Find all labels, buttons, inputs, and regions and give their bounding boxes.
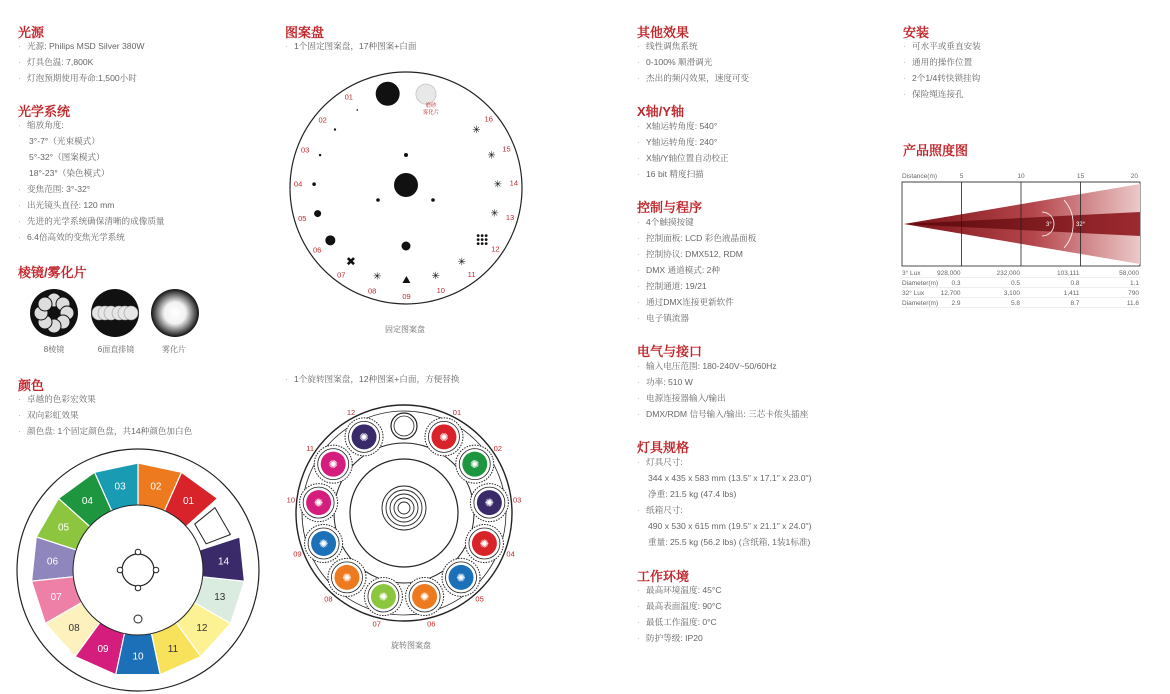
gobo-number: 16 [484, 114, 493, 124]
table-cell: 58,000 [1119, 270, 1139, 277]
list-item: · 通用的操作位置 [903, 54, 981, 70]
table-cell: 8.7 [1070, 300, 1080, 307]
color-segment-label: 08 [68, 623, 80, 635]
list-item: · 可水平或垂直安装 [903, 38, 981, 54]
gobo-pattern [485, 238, 488, 241]
gobo-number: 07 [372, 619, 381, 629]
table-row-label: 3° Lux [902, 270, 921, 277]
gobo-number: 05 [298, 214, 307, 224]
list-item: 净重: 21.5 kg (47.4 lbs) [648, 489, 737, 499]
prism-illustrations [20, 285, 210, 345]
list-item: · 6.4倍高效的变焦光学系统 [18, 229, 165, 245]
list-item: · 颜色盘: 1个固定颜色盘，共14种颜色加白色 [18, 423, 192, 439]
gobo-pattern: ✳ [490, 208, 499, 220]
gobo-number: 05 [475, 594, 484, 604]
table-cell: 5.8 [1010, 300, 1020, 307]
list-item: · 双向彩虹效果 [18, 407, 192, 423]
illuminance-chart [900, 168, 1145, 318]
list-item: · 通过DMX连接更新软件 [637, 294, 756, 310]
gobo-pattern [356, 109, 358, 111]
gobo-pattern: ✳ [487, 150, 496, 162]
list-item: · 2个1/4转快锁挂钩 [903, 70, 981, 86]
gobo-number: 10 [436, 286, 445, 296]
gobo-number: 06 [313, 245, 322, 255]
gobo-number: 03 [300, 145, 310, 155]
list-item: · 电源连接器输入/输出 [637, 390, 808, 406]
specs-title: 灯具规格 [637, 440, 690, 455]
install-title: 安装 [903, 25, 930, 40]
gobo-number: 14 [509, 178, 519, 188]
color-segment-label: 03 [114, 481, 126, 493]
fixed-gobo-wheel [286, 68, 526, 308]
distance-tick: 15 [1076, 173, 1085, 180]
table-cell: 928,000 [937, 270, 961, 277]
control-title: 控制与程序 [637, 200, 703, 215]
color-segment-label: 02 [150, 481, 162, 493]
list-item: · 控制面板: LCD 彩色液晶面板 [637, 230, 756, 246]
distance-tick: 5 [959, 173, 964, 180]
xy-title: X轴/Y轴 [637, 104, 684, 119]
gobo-pattern: ✺ [378, 591, 389, 604]
gobo-number: 10 [286, 495, 296, 505]
list-item: · 线性调焦系统 [637, 38, 749, 54]
list-item: · 1个固定图案盘，17种图案+白面 [285, 38, 416, 54]
list-item: · 出光镜头直径: 120 mm [18, 197, 165, 213]
gobo-pattern [477, 242, 480, 245]
list-item: 重量: 25.5 kg (56.2 lbs) (含纸箱, 1装1标准) [648, 537, 811, 547]
gobo-pattern: ✳ [457, 257, 466, 269]
table-row-label: Diameter(m) [902, 280, 939, 287]
list-item: · 灯具色温: 7,800K [18, 54, 144, 70]
table-cell: 1.1 [1129, 280, 1139, 287]
gobo-pattern [334, 128, 336, 130]
gobo-pattern [477, 238, 480, 241]
gobo-pattern [319, 154, 321, 156]
table-cell: 0.8 [1070, 280, 1080, 287]
table-cell: 12,700 [940, 290, 961, 297]
list-item: · 功率: 510 W [637, 374, 808, 390]
effects-list [637, 38, 749, 86]
rotating-gobo-caption: 旋转图案盘 [391, 641, 431, 650]
table-cell: 1,411 [1063, 290, 1080, 297]
distance-axis-label: Distance(m) [902, 173, 938, 180]
gobo-number: 13 [505, 213, 515, 223]
gobo-pattern: ✳ [431, 271, 440, 283]
list-item: · 变焦范围: 3°-32° [18, 181, 165, 197]
effects-title: 其他效果 [637, 25, 690, 40]
table-cell: 0.5 [1010, 280, 1020, 287]
gobo-number: 02 [493, 444, 502, 454]
color-segment-label: 11 [167, 644, 179, 656]
list-item: · 输入电压范围: 180-240V~50/60Hz [637, 358, 808, 374]
gobo-number: 08 [324, 594, 333, 604]
gobo-number: 04 [506, 549, 515, 559]
gobo-pattern [481, 234, 484, 237]
illuminance-title: 产品照度图 [903, 143, 969, 158]
table-row-label: 32° Lux [902, 290, 925, 297]
list-item: 18°-23°（染色模式） [29, 168, 110, 178]
open-aperture [376, 82, 400, 106]
color-segment-label: 06 [46, 556, 59, 568]
environment-list [637, 582, 722, 646]
list-item: · 纸箱尺寸: [637, 502, 811, 518]
gobo-number: 11 [467, 269, 476, 279]
gobo-pattern [481, 238, 484, 241]
gobo-number: 04 [293, 179, 303, 189]
list-item: · 最高环境温度: 45°C [637, 582, 722, 598]
color-segment-label: 12 [196, 623, 208, 635]
distance-tick: 20 [1130, 173, 1138, 180]
gobo-number: 15 [502, 144, 511, 154]
color-segment-label: 13 [214, 592, 226, 604]
gobo-pattern [481, 242, 484, 245]
gobo-pattern: ✺ [479, 538, 490, 551]
gobo-number: 01 [344, 92, 353, 102]
gobo-pattern: ✳ [472, 124, 481, 136]
gobo-pattern: ✳ [372, 271, 382, 283]
list-item: · 控制协议: DMX512, RDM [637, 246, 756, 262]
control-list [637, 214, 756, 326]
fixed-gobo-caption: 固定图案盘 [385, 325, 425, 334]
color-wheel [16, 448, 260, 692]
xy-list [637, 118, 729, 182]
gobo-list [285, 38, 416, 54]
gobo-pattern: ✺ [419, 591, 430, 604]
gobo-pattern: ✺ [328, 459, 338, 472]
table-cell: 2.9 [951, 300, 961, 307]
light-source-list [18, 38, 144, 86]
color-segment-label: 01 [182, 495, 195, 507]
light-source-title: 光源 [18, 25, 45, 40]
color-title: 颜色 [18, 378, 45, 393]
optics-title: 光学系统 [18, 104, 71, 119]
rotating-gobo-wheel [284, 398, 524, 633]
gobo-number: 12 [491, 244, 500, 254]
gobo-pattern: ✺ [314, 497, 324, 510]
list-item: · 最高表面温度: 90°C [637, 598, 722, 614]
gobo-number: 09 [402, 291, 411, 301]
gobo-pattern: ✺ [439, 431, 449, 444]
list-item: · 防护等级: IP20 [637, 630, 722, 646]
gobo-number: 07 [337, 270, 346, 280]
gobo-pattern [485, 234, 488, 237]
environment-title: 工作环境 [637, 569, 690, 584]
table-cell: 103,111 [1056, 270, 1080, 277]
color-segment-label: 14 [217, 556, 230, 568]
gobo-number: 01 [452, 408, 462, 418]
gobo-pattern [312, 182, 316, 186]
gobo-pattern: ✺ [456, 572, 466, 585]
gobo-pattern [314, 210, 321, 217]
table-cell: 3,100 [1003, 290, 1020, 297]
color-segment-label: 10 [132, 651, 144, 663]
color-segment-label: 09 [97, 644, 109, 656]
gobo-number: 12 [346, 408, 356, 418]
list-item: · 先进的光学系统确保清晰的成像质量 [18, 213, 165, 229]
table-cell: 11.6 [1126, 300, 1139, 307]
gobo-pattern: ✺ [342, 572, 352, 585]
gobo-title: 图案盘 [285, 25, 325, 40]
table-cell: 790 [1128, 290, 1139, 297]
list-item: · 4个触摸按键 [637, 214, 756, 230]
gobo-pattern: ✖ [345, 254, 356, 269]
list-item: · DMX 通道模式: 2种 [637, 262, 756, 278]
table-row-label: Diameter(m) [902, 300, 939, 307]
color-segment-label: 04 [81, 495, 94, 507]
gobo-pattern [477, 234, 480, 237]
table-cell: 0.3 [951, 280, 961, 287]
list-item: · 控制通道: 19/21 [637, 278, 756, 294]
frost-label-2: 雾化片 [422, 110, 440, 116]
list-item: · Y轴运转角度: 240° [637, 134, 729, 150]
list-item: · 缩放角度: [18, 117, 165, 133]
rotating-gobo-intro-text: · 1个旋转图案盘，12种图案+白面，方便替换 [285, 371, 459, 387]
color-list [18, 391, 192, 439]
specs-list [637, 454, 811, 550]
list-item: · 卓越的色彩宏效果 [18, 391, 192, 407]
gobo-pattern: ✺ [359, 431, 369, 444]
list-item: · 保险绳连接孔 [903, 86, 981, 102]
gobo-number: 02 [318, 115, 327, 125]
distance-tick: 10 [1017, 173, 1025, 180]
list-item: 3°-7°（光束模式） [29, 136, 100, 146]
rotating-gobo-intro [285, 371, 459, 387]
gobo-number: 03 [512, 495, 522, 505]
gobo-pattern [325, 235, 335, 245]
gobo-pattern: ✺ [484, 497, 494, 510]
gobo-pattern: ✺ [318, 538, 329, 551]
list-item: 490 x 530 x 615 mm (19.5" x 21.1" x 24.0") [648, 521, 812, 531]
electrical-title: 电气与接口 [637, 344, 703, 359]
gobo-number: 11 [306, 444, 315, 454]
list-item: · 光源: Philips MSD Silver 380W [18, 38, 144, 54]
color-segment-label: 07 [50, 592, 62, 604]
gobo-number: 08 [367, 286, 377, 296]
gobo-pattern: ✺ [470, 459, 480, 472]
list-item: 5°-32°（图案模式） [29, 152, 105, 162]
gobo-pattern: ✳ [493, 179, 503, 191]
list-item: · 16 bit 精度扫描 [637, 166, 729, 182]
list-item: · 灯具尺寸: [637, 454, 811, 470]
prism-label-linear: 6面直排镜 [97, 345, 135, 354]
list-item: · 电子镇流器 [637, 310, 756, 326]
gobo-pattern [485, 242, 488, 245]
electrical-list [637, 358, 808, 422]
angle-label-32: 32° [1076, 222, 1086, 228]
list-item: · X轴/Y轴位置自动校正 [637, 150, 729, 166]
frost-aperture [416, 84, 436, 104]
angle-label-3: 3° [1046, 222, 1052, 228]
prism-title: 棱镜/雾化片 [18, 265, 87, 280]
list-item: · 灯泡预期使用寿命:1,500小时 [18, 70, 144, 86]
list-item: · 0-100% 顺滑调光 [637, 54, 749, 70]
list-item: · 最低工作温度: 0°C [637, 614, 722, 630]
list-item: · 杰出的频闪效果，速度可变 [637, 70, 749, 86]
install-list [903, 38, 981, 102]
list-item: · X轴运转角度: 540° [637, 118, 729, 134]
optics-list [18, 117, 165, 245]
frost-label-1: 磨砂 [425, 103, 437, 109]
color-segment-label: 05 [57, 522, 70, 534]
gobo-number: 06 [427, 619, 436, 629]
table-cell: 232,000 [996, 270, 1020, 277]
list-item: · DMX/RDM 信号输入/输出: 三芯卡侬头插座 [637, 406, 808, 422]
prism-label-frost: 雾化片 [162, 345, 186, 354]
gobo-number: 09 [293, 549, 302, 559]
list-item: 344 x 435 x 583 mm (13.5" x 17.1" x 23.0") [648, 473, 812, 483]
prism-label-8: 8棱镜 [43, 345, 65, 354]
